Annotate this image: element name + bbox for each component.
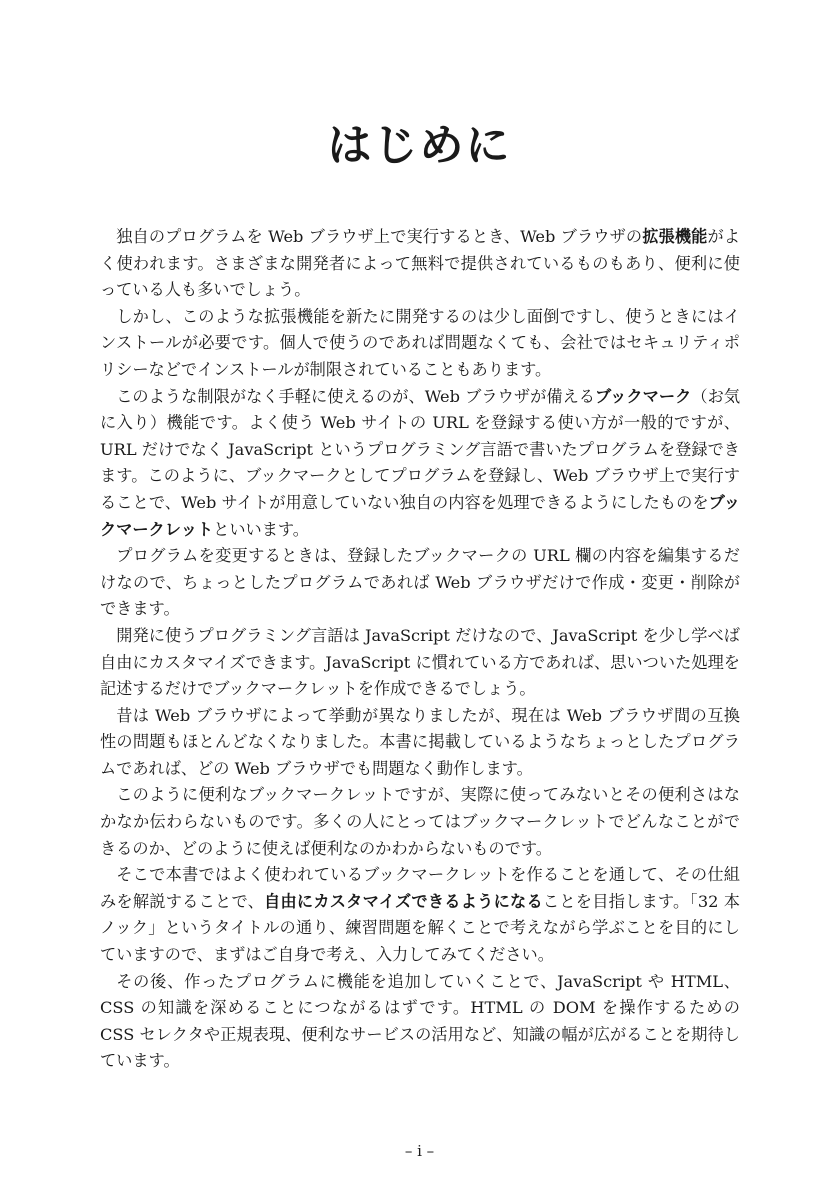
text-run: その後、作ったプログラムに機能を追加していくことで、JavaScript や HTML、CSS の知識を深めることにつながるはずです。HTML の DOM を操作するための CSS セレクタや正規表現、便利なサービスの活用など、知識の幅が広がることを期待しています。 [100,971,740,1071]
paragraph [100,623,740,703]
text-run: ことを目指します。「32 本ノック」というタイトルの通り、練習問題を解くことで考えながら学ぶことを目的にしていますので、まずはご自身で考え、入力してみてください。 [100,891,740,965]
page-title: はじめに [327,120,512,171]
paragraph [100,969,740,1075]
text-run: プログラムを変更するときは、登録したブックマークの URL 欄の内容を編集するだけなので、ちょっとしたプログラムであれば Web ブラウザだけで作成・変更・削除ができます。 [100,546,740,619]
paragraph [100,782,740,862]
body-text [100,224,740,1075]
text-run: このように便利なブックマークレットですが、実際に使ってみないとその便利さはなかなか伝わらないものです。多くの人にとってはブックマークレットでどんなことができるのか、どのように使えば便利なのかわからないものです。 [100,785,740,858]
text-run: しかし、このような拡張機能を新たに開発するのは少し面倒ですし、使うときにはインストールが必要です。個人で使うのであれば問題なくても、会社ではセキュリティポリシーなどでインストールが制限されていることもあります。 [100,306,740,379]
text-run: がよく使われます。さまざまな開発者によって無料で提供されているものもあり、便利に使っている人も多いでしょう。 [100,227,741,300]
text-run: そこで本書ではよく使われているブックマークレットを作ることを通して、その仕組みを解説することで、 [100,865,740,911]
bold-term: ブックマークレット [100,492,740,539]
text-run: （お気に入り）機能です。よく使う Web サイトの URL を登録する使い方が一般的ですが、URL だけでなく JavaScript というプログラミング言語で書いたプログラムを登録できます。このように、ブックマークとしてプログラムを登録し、Web ブラウザ上で実行することで、Web サイトが用意していない独自の内容を処理できるようにしたものを [100,386,741,512]
page-number: – i – [404,1142,435,1160]
text-run: 開発に使うプログラミング言語は JavaScript だけなので、JavaScript を少し学べば自由にカスタマイズできます。JavaScript に慣れている方であれば、思いついた処理を記述するだけでブックマークレットを作成できるでしょう。 [100,625,740,699]
text-run: といいます。 [213,519,309,539]
text-run: 独自のプログラムを Web ブラウザ上で実行するとき、Web ブラウザの [116,227,643,246]
paragraph [100,862,740,968]
paragraph [100,224,740,304]
bold-term: 自由にカスタマイズできるようになる [264,891,543,911]
paragraph [100,543,740,623]
text-run: このような制限がなく手軽に使えるのが、Web ブラウザが備える [116,386,596,406]
bold-term: ブックマーク [595,386,692,406]
paragraph [100,304,740,384]
text-run: 昔は Web ブラウザによって挙動が異なりましたが、現在は Web ブラウザ間の互換性の問題もほとんどなくなりました。本書に掲載しているようなちょっとしたプログラムであれば、どの Web ブラウザでも問題なく動作します。 [100,705,740,778]
paragraph [100,384,740,544]
paragraph [100,703,740,783]
bold-term: 拡張機能 [642,227,708,246]
